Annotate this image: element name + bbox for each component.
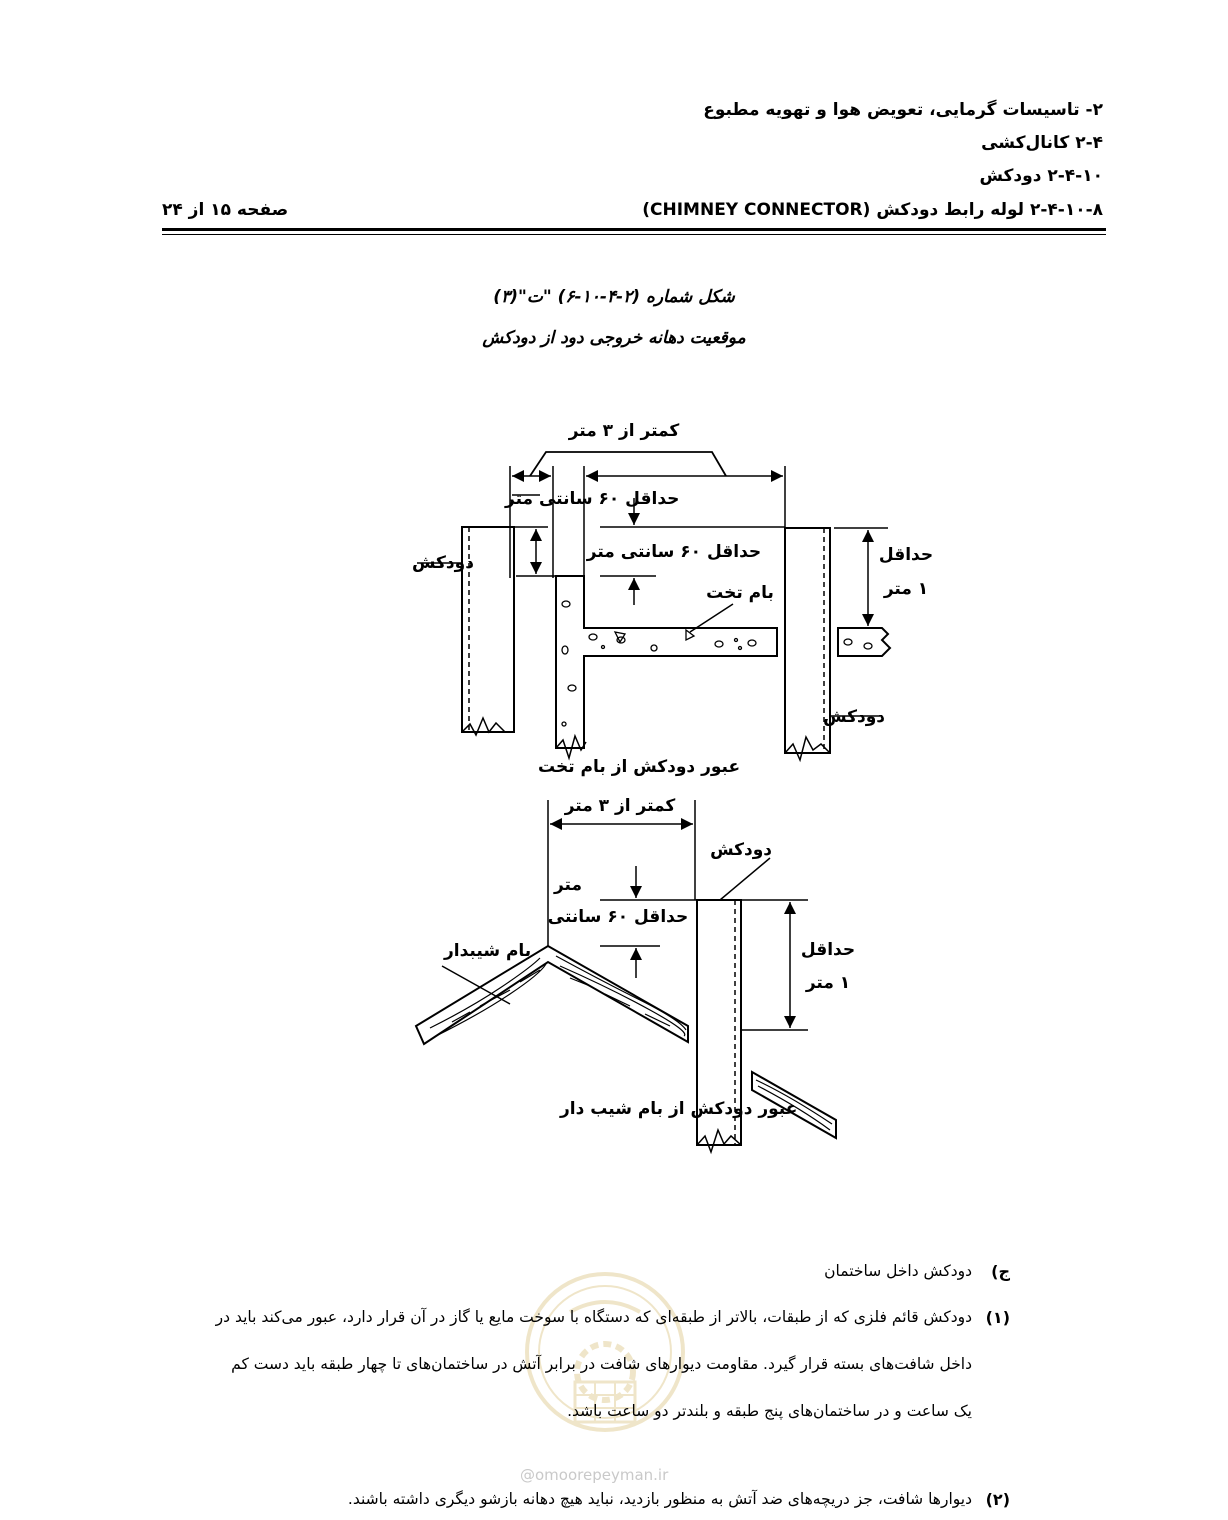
bottom-min-1m-line1: حداقل xyxy=(800,940,856,960)
top-chimney-right-label: دودکش xyxy=(823,707,885,727)
header-line-2: ۲-۴ کانال‌کشی xyxy=(981,133,1103,153)
bottom-less-than-3m: کمتر از ۳ متر xyxy=(564,796,676,816)
bottom-min-1m-line2: ۱ متر xyxy=(805,973,851,993)
bottom-chimney-label: دودکش xyxy=(710,840,772,860)
top-chimney-left-label: دودکش xyxy=(412,553,474,573)
figure-number: شکل شماره (۲-۴-۱۰-۶) "ت"(۳) xyxy=(493,287,735,307)
item1-marker: (۱) xyxy=(985,1308,1010,1327)
item1-line1: دودکش قائم فلزی که از طبقات، بالاتر از طبقه‌ای که دستگاه با سوخت مایع یا گاز در آن قرار دارد، عبور می‌کند باید در xyxy=(215,1308,972,1326)
flat-roof-slab xyxy=(556,576,777,758)
top-min-1m-line1: حداقل xyxy=(878,545,934,565)
top-min-1m-line2: ۱ متر xyxy=(883,579,929,599)
header-line-3: ۲-۴-۱۰ دودکش xyxy=(979,166,1103,186)
item2-marker: (۲) xyxy=(985,1490,1010,1509)
watermark-text: @omoorepeyman.ir xyxy=(520,1466,669,1484)
bottom-min-60cm: حداقل ۶۰ سانتی xyxy=(547,907,689,927)
bottom-sloped-roof-label: بام شیبدار xyxy=(444,941,532,961)
item2-line1: دیوارها شافت، جز دریچه‌های ضد آتش به منظور بازدید، نباید هیچ دهانه بازشو دیگری داشته باشند. xyxy=(347,1490,972,1508)
right-roof-stub xyxy=(838,628,890,656)
page-number: صفحه ۱۵ از ۲۴ xyxy=(162,200,289,220)
top-min-60cm-left: حداقل ۶۰ سانتی متر xyxy=(505,489,680,509)
section-title: دودکش داخل ساختمان xyxy=(824,1262,972,1280)
top-flat-roof-label: بام تخت xyxy=(706,583,774,603)
section-marker: ج) xyxy=(991,1262,1010,1281)
item1-line3: یک ساعت و در ساختمان‌های پنج طبقه و بلندتر دو ساعت باشد. xyxy=(567,1402,972,1420)
bottom-meter-label: متر xyxy=(553,875,583,895)
top-less-than-3m: کمتر از ۳ متر xyxy=(568,421,680,441)
item1-line2: داخل شافت‌های بسته قرار گیرد. مقاومت دیوارهای شافت در برابر آتش در ساختمان‌های تا چهار طبقه باید دست کم xyxy=(231,1355,972,1373)
header-line-1: ۲- تاسیسات گرمایی، تعویض هوا و تهویه مطبوع xyxy=(703,100,1103,120)
top-figure-caption: عبور دودکش از بام تخت xyxy=(538,757,741,777)
top-min-60cm-mid: حداقل ۶۰ سانتی متر xyxy=(586,542,762,562)
bottom-figure-caption: عبور دودکش از بام شیب دار xyxy=(560,1099,798,1119)
header-line-4: ۲-۴-۱۰-۸ لوله رابط دودکش (CHIMNEY CONNECTOR) xyxy=(642,200,1103,220)
figure-caption: موقعیت دهانه خروجی دود از دودکش xyxy=(482,328,746,348)
